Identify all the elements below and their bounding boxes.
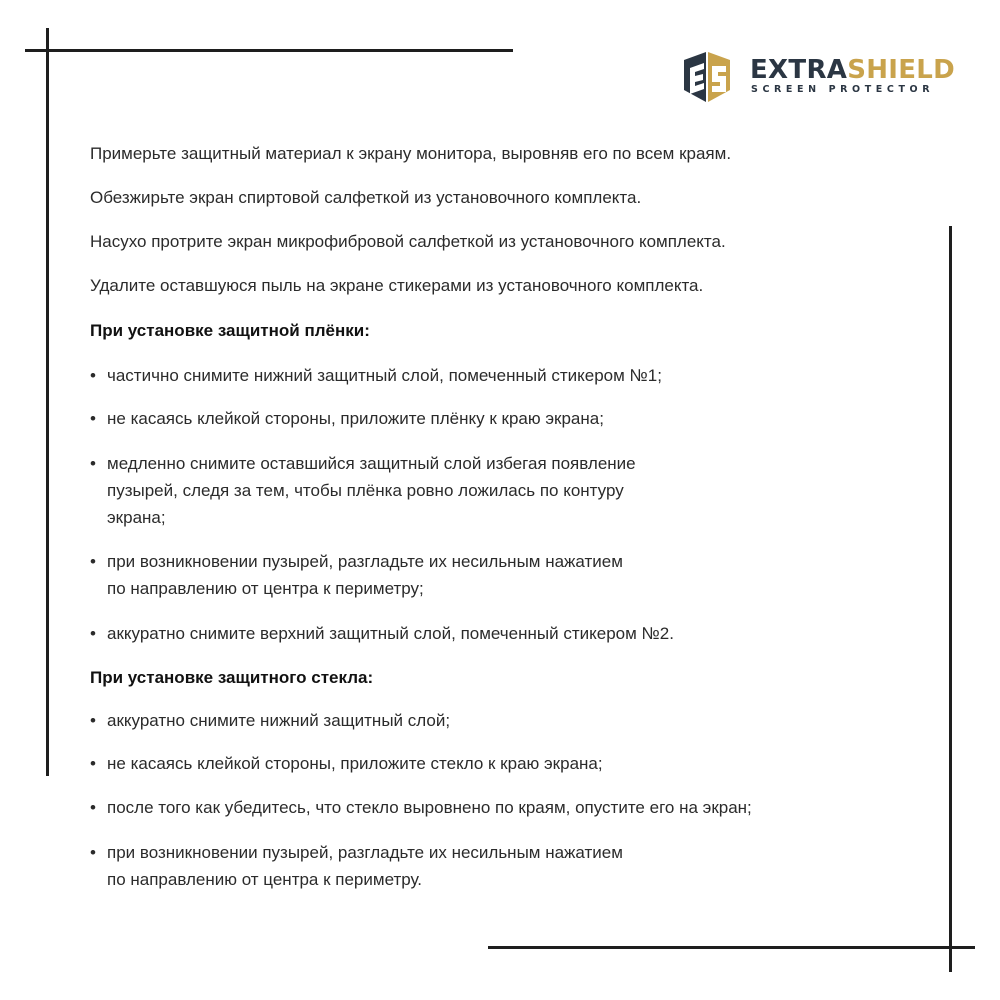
brand-name-extra: EXTRA: [750, 55, 848, 85]
film-section-heading: При установке защитной плёнки:: [90, 321, 370, 340]
film-step-1: [90, 362, 662, 389]
film-step-3: [90, 450, 636, 531]
brand-name-shield: SHIELD: [847, 55, 956, 85]
glass-section-heading: При установке защитного стекла:: [90, 668, 374, 687]
intro-step-2: Обезжирьте экран спиртовой салфеткой из установочного комплекта.: [90, 188, 642, 207]
frame-line-bottom: [488, 946, 975, 949]
bullet-icon: •: [90, 409, 96, 428]
intro-step-3: Насухо протрите экран микрофибровой салфеткой из установочного комплекта.: [90, 232, 726, 251]
film-step-1-text: частично снимите нижний защитный слой, помеченный стикером №1;: [107, 366, 662, 385]
bullet-icon: •: [90, 843, 96, 862]
glass-step-3-text: после того как убедитесь, что стекло выровнено по краям, опустите его на экран;: [107, 798, 752, 817]
frame-line-left: [46, 28, 49, 776]
bullet-icon: •: [90, 711, 96, 730]
bullet-icon: •: [90, 624, 96, 643]
frame-line-right: [949, 226, 952, 972]
bullet-icon: •: [90, 552, 96, 571]
film-step-2: [90, 405, 604, 432]
shield-logo-icon: [682, 52, 732, 102]
film-step-4: [90, 548, 623, 602]
film-step-4-text: при возникновении пузырей, разгладьте их несильным нажатием по направлению от центра к периметру;: [107, 552, 623, 598]
frame-line-top: [25, 49, 513, 52]
glass-step-2: [90, 750, 603, 777]
glass-step-3: [90, 794, 752, 821]
film-step-5: [90, 620, 674, 647]
bullet-icon: •: [90, 366, 96, 385]
intro-step-4: Удалите оставшуюся пыль на экране стикерами из установочного комплекта.: [90, 276, 704, 295]
film-step-5-text: аккуратно снимите верхний защитный слой, помеченный стикером №2.: [107, 624, 674, 643]
glass-step-1: [90, 707, 450, 734]
intro-step-1: Примерьте защитный материал к экрану монитора, выровняв его по всем краям.: [90, 144, 732, 163]
brand-name: [750, 55, 955, 85]
brand-tagline: SCREEN PROTECTOR: [751, 84, 935, 95]
bullet-icon: •: [90, 798, 96, 817]
glass-step-4-text: при возникновении пузырей, разгладьте их несильным нажатием по направлению от центра к периметру.: [107, 843, 623, 889]
film-step-3-text: медленно снимите оставшийся защитный слой избегая появление пузырей, следя за тем, чтобы плёнка ровно ложилась по контуру экрана;: [107, 454, 636, 527]
film-step-2-text: не касаясь клейкой стороны, приложите плёнку к краю экрана;: [107, 409, 604, 428]
glass-step-1-text: аккуратно снимите нижний защитный слой;: [107, 711, 451, 730]
bullet-icon: •: [90, 454, 96, 473]
glass-step-4: [90, 839, 623, 893]
bullet-icon: •: [90, 754, 96, 773]
glass-step-2-text: не касаясь клейкой стороны, приложите стекло к краю экрана;: [107, 754, 603, 773]
